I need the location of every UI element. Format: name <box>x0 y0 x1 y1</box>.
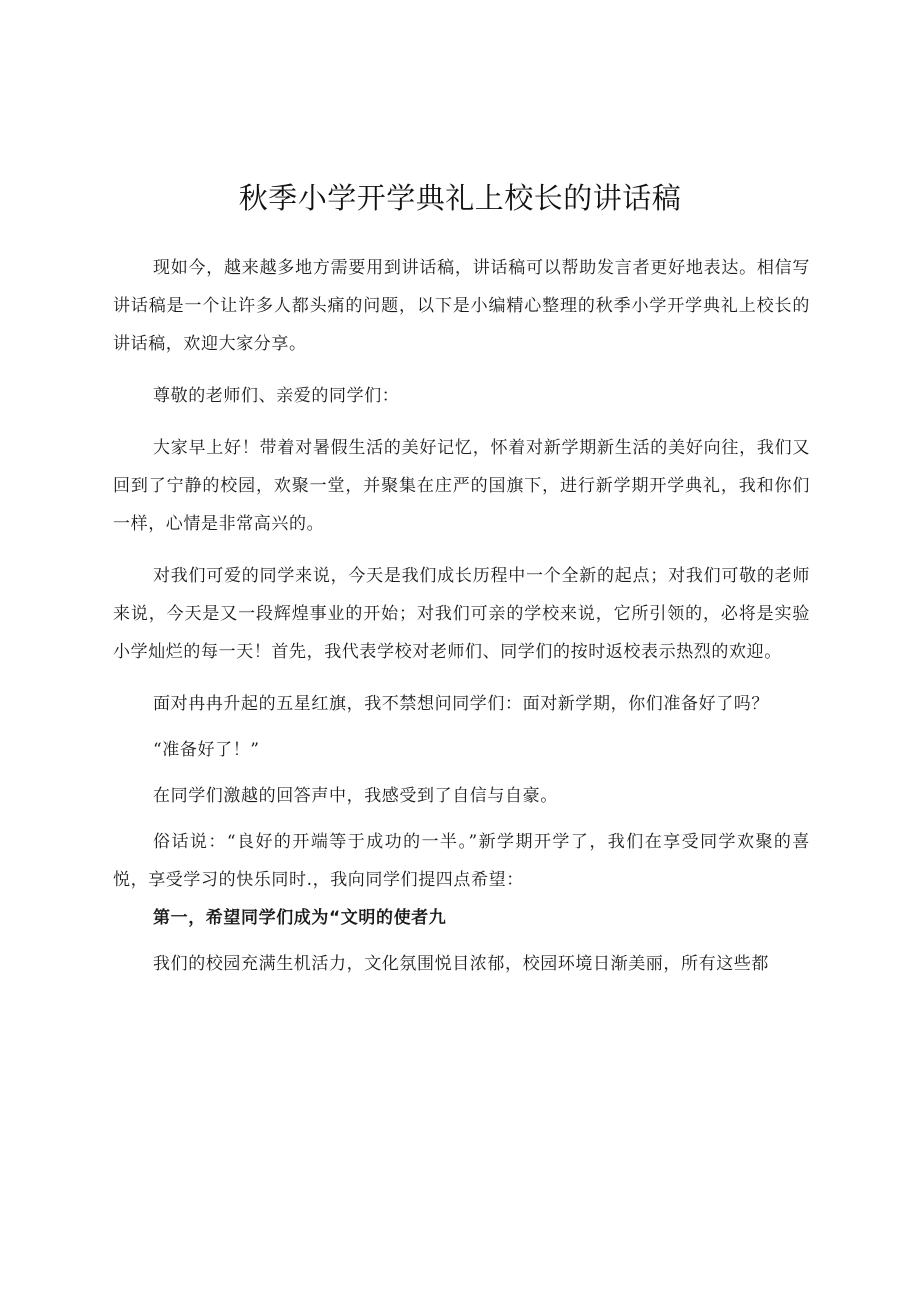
section-heading: 第一，希望同学们成为“文明的使者九 <box>153 908 447 928</box>
salutation-paragraph: 尊敬的老师们、亲爱的同学们： <box>153 386 400 406</box>
last-paragraph: 我们的校园充满生机活力，文化氛围悦目浓郁，校园环境日渐美丽，所有这些都 <box>153 954 769 974</box>
answer-paragraph: “准备好了！” <box>153 740 260 760</box>
document-title: 秋季小学开学典礼上校长的讲话稿 <box>238 181 682 215</box>
feeling-paragraph: 在同学们激越的回答声中，我感受到了自信与自豪。 <box>153 786 558 806</box>
question-paragraph: 面对冉冉升起的五星红旗，我不禁想问同学们：面对新学期，你们准备好了吗？ <box>153 694 769 714</box>
intro-paragraph: 现如今，越来越多地方需要用到讲话稿，讲话稿可以帮助发言者更好地表达。相信写讲话稿是一个让许多人都头痛的问题，以下是小编精心整理的秋季小学开学典礼上校长的讲话稿，欢迎大家分享。 <box>113 258 810 354</box>
document-body <box>113 249 810 983</box>
welcome-paragraph: 对我们可爱的同学来说，今天是我们成长历程中一个全新的起点；对我们可敬的老师来说，今天是又一段辉煌事业的开始；对我们可亲的学校来说，它所引领的，必将是实验小学灿烂的每一天！首先，我代表学校对老师们、同学们的按时返校表示热烈的欢迎。 <box>113 566 810 662</box>
proverb-paragraph: 俗话说：“良好的开端等于成功的一半。”新学期开学了，我们在享受同学欢聚的喜悦，享受学习的快乐同时.，我向同学们提四点希望： <box>113 832 810 890</box>
greeting-paragraph: 大家早上好！带着对暑假生活的美好记忆，怀着对新学期新生活的美好向往，我们又回到了宁静的校园，欢聚一堂，并聚集在庄严的国旗下，进行新学期开学典礼，我和你们一样，心情是非常高兴的。 <box>113 438 810 534</box>
